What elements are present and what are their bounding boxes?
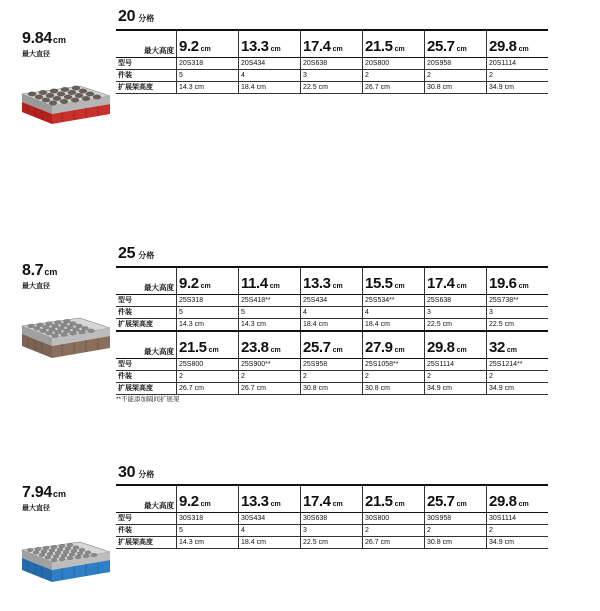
model-value: 30S318 xyxy=(177,513,239,525)
ext-row xyxy=(116,82,548,94)
height-row: 最大高度 9.2 cm 13.3 cm 17.4 cm 21.5 cm 25.7 cm 29.8 cm xyxy=(116,485,548,513)
height-value: 27.9 xyxy=(365,339,393,356)
pack-value: 4 xyxy=(363,307,425,319)
model-value: 25S318 xyxy=(177,295,239,307)
section-title xyxy=(118,8,154,26)
model-value: 20S958 xyxy=(425,58,487,70)
model-label: 型号 xyxy=(116,295,177,307)
pack-value: 4 xyxy=(239,525,301,537)
model-value: 25S1114 xyxy=(425,359,487,371)
height-value: 19.6 xyxy=(489,275,517,292)
pack-value: 5 xyxy=(177,307,239,319)
pack-value: 4 xyxy=(301,307,363,319)
ext-value: 26.7 cm xyxy=(363,82,425,94)
pack-value: 5 xyxy=(177,525,239,537)
compartment-label: 分格 xyxy=(138,470,155,479)
height-value: 21.5 xyxy=(365,38,393,55)
ext-label: 扩展架高度 xyxy=(116,82,177,94)
model-value: 20S638 xyxy=(301,58,363,70)
height-label: 最大高度 xyxy=(116,30,177,58)
model-row xyxy=(116,295,548,307)
model-value: 20S800 xyxy=(363,58,425,70)
height-value: 15.5 xyxy=(365,275,393,292)
pack-value: 5 xyxy=(177,70,239,82)
pack-value: 2 xyxy=(363,525,425,537)
ext-value: 34.9 cm xyxy=(487,82,549,94)
diameter-value: 8.7 xyxy=(22,262,44,279)
height-value: 9.2 xyxy=(179,275,199,292)
spec-table xyxy=(116,484,548,549)
ext-value: 34.9 cm xyxy=(487,383,549,395)
diameter-unit: cm xyxy=(52,35,66,45)
pack-value: 3 xyxy=(425,307,487,319)
height-value: 17.4 xyxy=(427,275,455,292)
ext-value: 30.8 cm xyxy=(301,383,363,395)
pack-value: 4 xyxy=(239,70,301,82)
model-value: 25S1214** xyxy=(487,359,549,371)
pack-label: 件装 xyxy=(116,70,177,82)
spec-table xyxy=(116,266,548,395)
ext-value: 14.3 cm xyxy=(239,319,301,332)
height-value: 25.7 xyxy=(427,38,455,55)
model-value: 30S434 xyxy=(239,513,301,525)
ext-label: 扩展架高度 xyxy=(116,319,177,332)
height-value: 13.3 xyxy=(241,493,269,510)
pack-value: 2 xyxy=(177,371,239,383)
model-value: 30S958 xyxy=(425,513,487,525)
rack-image xyxy=(18,64,114,128)
height-row: 最大高度 9.2 cm 13.3 cm 17.4 cm 21.5 cm 25.7 cm 29.8 cm xyxy=(116,30,548,58)
diameter-unit: cm xyxy=(52,489,66,499)
height-value: 29.8 xyxy=(489,38,517,55)
ext-label: 扩展架高度 xyxy=(116,383,177,395)
ext-value: 22.5 cm xyxy=(487,319,549,332)
height-value: 11.4 xyxy=(241,275,268,292)
height-value: 9.2 xyxy=(179,493,199,510)
height-value: 21.5 xyxy=(179,339,207,356)
height-value: 32 xyxy=(489,339,505,356)
model-value: 20S1114 xyxy=(487,58,549,70)
pack-label: 件装 xyxy=(116,525,177,537)
pack-value: 3 xyxy=(301,525,363,537)
compartment-count: 25 xyxy=(118,245,136,262)
ext-value: 14.3 cm xyxy=(177,319,239,332)
pack-value: 2 xyxy=(425,70,487,82)
ext-value: 34.9 cm xyxy=(425,383,487,395)
diameter-value: 9.84 xyxy=(22,30,52,47)
model-label: 型号 xyxy=(116,359,177,371)
pack-value: 2 xyxy=(487,525,549,537)
model-value: 20S318 xyxy=(177,58,239,70)
pack-value: 2 xyxy=(363,70,425,82)
height-value: 25.7 xyxy=(303,339,331,356)
pack-value: 2 xyxy=(301,371,363,383)
rack-image xyxy=(18,298,114,362)
pack-value: 5 xyxy=(239,307,301,319)
pack-value: 2 xyxy=(363,371,425,383)
ext-value: 18.4 cm xyxy=(301,319,363,332)
model-row xyxy=(116,58,548,70)
compartment-label: 分格 xyxy=(138,251,155,260)
compartment-count: 30 xyxy=(118,464,136,481)
pack-row xyxy=(116,307,548,319)
model-label: 型号 xyxy=(116,513,177,525)
height-row: 最大高度 9.2 cm 11.4 cm 13.3 cm 15.5 cm 17.4 cm 19.6 cm xyxy=(116,267,548,295)
diameter-label: 最大直径 xyxy=(22,283,50,290)
ext-value: 26.7 cm xyxy=(239,383,301,395)
height-row: 最大高度 21.5 cm 23.8 cm 25.7 cm 27.9 cm 29.8 cm 32 cm xyxy=(116,331,548,359)
ext-value: 22.5 cm xyxy=(301,82,363,94)
model-value: 25S958 xyxy=(301,359,363,371)
compartment-count: 20 xyxy=(118,8,136,25)
rack-image xyxy=(18,522,114,586)
height-value: 9.2 xyxy=(179,38,199,55)
spec-table xyxy=(116,29,548,94)
pack-row xyxy=(116,70,548,82)
ext-value: 26.7 cm xyxy=(177,383,239,395)
pack-value: 2 xyxy=(487,70,549,82)
height-value: 17.4 xyxy=(303,38,331,55)
pack-value: 2 xyxy=(425,371,487,383)
max-diameter xyxy=(22,484,66,513)
height-value: 17.4 xyxy=(303,493,331,510)
diameter-value: 7.94 xyxy=(22,484,52,501)
ext-value: 30.8 cm xyxy=(425,537,487,549)
ext-label: 扩展架高度 xyxy=(116,537,177,549)
height-value: 21.5 xyxy=(365,493,393,510)
model-value: 25S418** xyxy=(239,295,301,307)
max-diameter xyxy=(22,30,66,59)
model-label: 型号 xyxy=(116,58,177,70)
height-label: 最大高度 xyxy=(116,267,177,295)
pack-value: 2 xyxy=(239,371,301,383)
pack-row xyxy=(116,525,548,537)
model-value: 30S800 xyxy=(363,513,425,525)
ext-row xyxy=(116,319,548,332)
model-value: 30S1114 xyxy=(487,513,549,525)
max-diameter xyxy=(22,262,57,291)
model-value: 25S900** xyxy=(239,359,301,371)
pack-value: 2 xyxy=(487,371,549,383)
height-value: 29.8 xyxy=(427,339,455,356)
height-value: 13.3 xyxy=(303,275,331,292)
model-value: 25S800 xyxy=(177,359,239,371)
diameter-label: 最大直径 xyxy=(22,505,50,512)
height-label: 最大高度 xyxy=(116,331,177,359)
ext-value: 22.5 cm xyxy=(301,537,363,549)
section-title xyxy=(118,245,154,263)
ext-value: 30.8 cm xyxy=(425,82,487,94)
diameter-unit: cm xyxy=(44,267,58,277)
model-value: 25S1058** xyxy=(363,359,425,371)
model-row xyxy=(116,359,548,371)
ext-row xyxy=(116,383,548,395)
pack-value: 3 xyxy=(301,70,363,82)
footnote: **不能添加隔间扩展架 xyxy=(116,396,180,403)
model-value: 30S638 xyxy=(301,513,363,525)
height-label: 最大高度 xyxy=(116,485,177,513)
pack-value: 2 xyxy=(425,525,487,537)
diameter-label: 最大直径 xyxy=(22,51,50,58)
pack-label: 件装 xyxy=(116,307,177,319)
model-value: 25S434 xyxy=(301,295,363,307)
model-value: 25S638 xyxy=(425,295,487,307)
ext-value: 26.7 cm xyxy=(363,537,425,549)
model-value: 25S738** xyxy=(487,295,549,307)
compartment-label: 分格 xyxy=(138,14,155,23)
ext-value: 18.4 cm xyxy=(363,319,425,332)
ext-row xyxy=(116,537,548,549)
ext-value: 22.5 cm xyxy=(425,319,487,332)
pack-row xyxy=(116,371,548,383)
model-value: 25S534** xyxy=(363,295,425,307)
height-value: 29.8 xyxy=(489,493,517,510)
ext-value: 34.9 cm xyxy=(487,537,549,549)
section-title xyxy=(118,464,154,482)
height-value: 23.8 xyxy=(241,339,269,356)
pack-value: 3 xyxy=(487,307,549,319)
ext-value: 14.3 cm xyxy=(177,537,239,549)
model-row xyxy=(116,513,548,525)
height-value: 25.7 xyxy=(427,493,455,510)
model-value: 20S434 xyxy=(239,58,301,70)
ext-value: 18.4 cm xyxy=(239,537,301,549)
ext-value: 30.8 cm xyxy=(363,383,425,395)
ext-value: 14.3 cm xyxy=(177,82,239,94)
ext-value: 18.4 cm xyxy=(239,82,301,94)
height-value: 13.3 xyxy=(241,38,269,55)
pack-label: 件装 xyxy=(116,371,177,383)
